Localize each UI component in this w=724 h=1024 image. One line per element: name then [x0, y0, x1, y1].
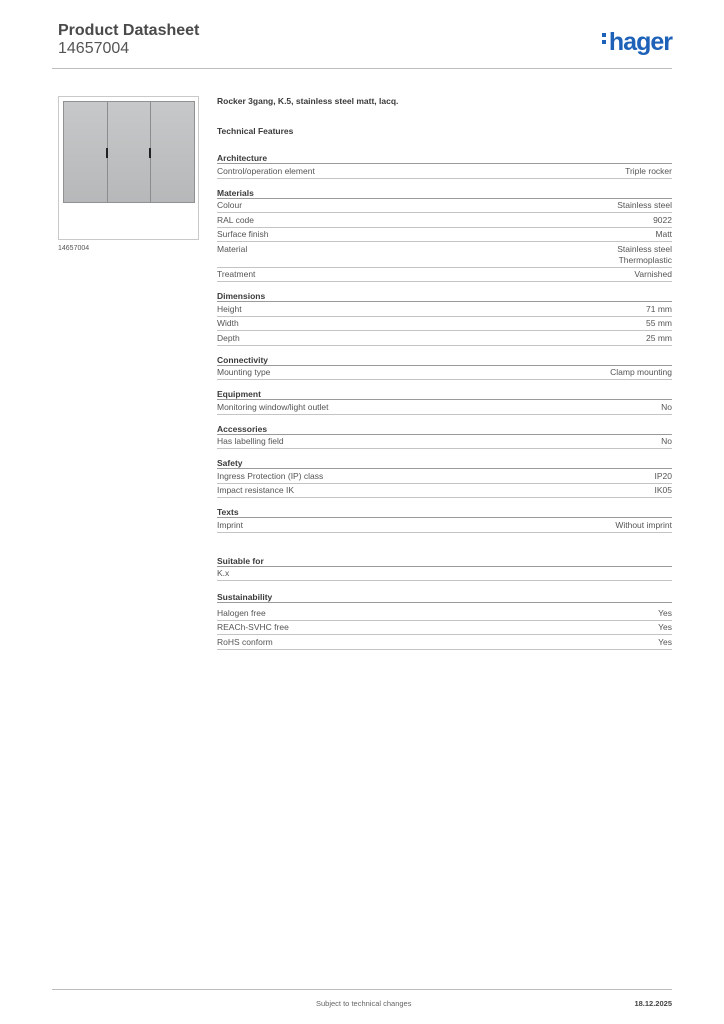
- row-label: Impact resistance IK: [217, 485, 295, 495]
- table-row: [217, 366, 672, 381]
- table-row: [217, 635, 672, 650]
- row-label: Depth: [217, 332, 240, 343]
- table-row: [217, 228, 672, 243]
- table-row: [217, 302, 672, 317]
- table-row: [217, 213, 672, 228]
- row-value: Yes: [658, 622, 672, 632]
- section-title: Materials: [217, 187, 672, 199]
- table-row: [217, 199, 672, 214]
- row-label: RoHS conform: [217, 636, 273, 647]
- rocker-left: [64, 102, 108, 202]
- table-row: [217, 317, 672, 332]
- row-value: Without imprint: [615, 519, 672, 530]
- footer-note: Subject to technical changes: [316, 999, 412, 1008]
- table-row: [217, 242, 672, 268]
- row-value: Stainless steel Thermoplastic: [617, 243, 672, 265]
- table-row: [217, 435, 672, 450]
- table-row: [217, 331, 672, 346]
- row-value: Yes: [658, 636, 672, 647]
- row-value: IP20: [654, 470, 672, 481]
- table-row: [217, 268, 672, 283]
- section-texts: [217, 506, 672, 533]
- section-title: Accessories: [217, 423, 672, 435]
- row-label: Has labelling field: [217, 436, 284, 446]
- section-title: Dimensions: [217, 290, 672, 302]
- rocker-right: [151, 102, 194, 202]
- row-value: Stainless steel: [617, 200, 672, 210]
- row-value: Matt: [655, 229, 672, 239]
- suitable-for-section: [217, 555, 672, 582]
- image-caption: 14657004: [58, 245, 90, 252]
- row-value: Yes: [658, 607, 672, 618]
- table-row: [217, 400, 672, 415]
- row-label: Halogen free: [217, 607, 266, 618]
- row-value: 25 mm: [646, 332, 672, 343]
- row-label: Width: [217, 318, 239, 328]
- section-title: Safety: [217, 457, 672, 469]
- rocker-middle: [108, 102, 152, 202]
- section-materials: [217, 187, 672, 283]
- product-name: Rocker 3gang, K.5, stainless steel matt, lacq.: [217, 96, 399, 106]
- row-value: Varnished: [634, 269, 672, 279]
- row-label: Surface finish: [217, 229, 269, 239]
- section-connectivity: [217, 354, 672, 381]
- row-label: REACh-SVHC free: [217, 622, 289, 632]
- header-divider: [52, 68, 672, 69]
- section-title: Sustainability: [217, 591, 672, 603]
- technical-content: [217, 96, 672, 650]
- table-row: [217, 469, 672, 484]
- product-image-frame: [58, 96, 199, 240]
- row-label: K.x: [217, 568, 230, 578]
- table-row: [217, 518, 672, 533]
- row-value: No: [661, 401, 672, 412]
- footer-divider: [52, 989, 672, 990]
- section-title: Connectivity: [217, 354, 672, 366]
- row-label: Mounting type: [217, 367, 271, 377]
- logo-text: hager: [608, 28, 672, 56]
- footer-date: 18.12.2025: [634, 999, 672, 1008]
- section-title: Architecture: [217, 152, 672, 164]
- logo-dots-icon: [602, 30, 607, 47]
- row-label: Ingress Protection (IP) class: [217, 470, 324, 481]
- section-equipment: [217, 388, 672, 415]
- product-image: [63, 101, 195, 203]
- section-architecture: [217, 152, 672, 179]
- row-label: Monitoring window/light outlet: [217, 401, 329, 412]
- row-label: Treatment: [217, 269, 256, 279]
- document-number: 14657004: [58, 40, 130, 57]
- row-value: Clamp mounting: [610, 367, 672, 377]
- row-label: Height: [217, 303, 242, 314]
- row-value: 55 mm: [646, 318, 672, 328]
- row-value: Triple rocker: [625, 165, 672, 176]
- table-row: [217, 567, 672, 582]
- row-label: Imprint: [217, 519, 243, 530]
- section-dimensions: [217, 290, 672, 346]
- row-value: IK05: [654, 485, 672, 495]
- feature-sections: [217, 152, 672, 533]
- table-row: [217, 484, 672, 499]
- row-value: 71 mm: [646, 303, 672, 314]
- page-header: [58, 22, 672, 70]
- table-row: [217, 621, 672, 636]
- features-heading: Technical Features: [217, 126, 294, 136]
- section-title: Texts: [217, 506, 672, 518]
- section-safety: [217, 457, 672, 498]
- row-label: Material: [217, 243, 248, 254]
- row-label: Colour: [217, 200, 243, 210]
- section-accessories: [217, 423, 672, 450]
- sustainability-section: [217, 591, 672, 650]
- row-label: Control/operation element: [217, 165, 315, 176]
- row-label: RAL code: [217, 214, 255, 225]
- hager-logo: [602, 28, 672, 57]
- table-row: [217, 164, 672, 179]
- table-row: [217, 606, 672, 621]
- section-title: Equipment: [217, 388, 672, 400]
- document-title: Product Datasheet: [58, 22, 200, 39]
- row-value: No: [661, 436, 672, 446]
- section-title: Suitable for: [217, 555, 672, 567]
- row-value: 9022: [653, 214, 672, 225]
